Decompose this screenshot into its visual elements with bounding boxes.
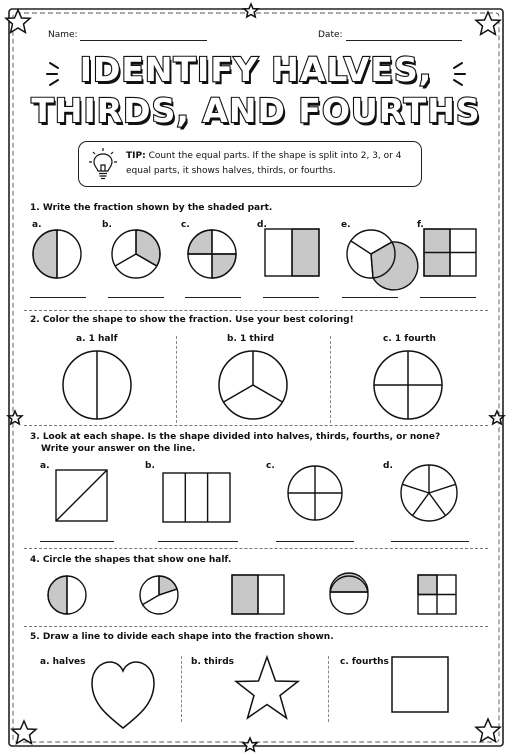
q5-label-b: b. thirds <box>191 657 235 667</box>
q1-instruction: 1. Write the fraction shown by the shaded part. <box>30 203 273 213</box>
tip-label: TIP: <box>126 151 146 161</box>
q1-letter-b: b. <box>102 220 112 230</box>
tip-line1: Count the equal parts. If the shape is split into 2, 3, or 4 <box>148 151 402 161</box>
q2-label-c: c. 1 fourth <box>383 334 436 344</box>
q1-letter-a: a. <box>32 220 42 230</box>
q5-star[interactable] <box>236 657 298 718</box>
q5-square[interactable] <box>392 657 448 712</box>
q3-instruction-line2: Write your answer on the line. <box>41 444 196 454</box>
q5-heart[interactable] <box>92 662 154 728</box>
q2-instruction: 2. Color the shape to show the fraction. Use your best coloring! <box>30 315 354 325</box>
q3-letter-a: a. <box>40 461 50 471</box>
q3-letter-c: c. <box>266 461 275 471</box>
q5-label-a: a. halves <box>40 657 86 667</box>
page-title-line2: THIRDS, AND FOURTHS <box>31 91 481 130</box>
date-label: Date: <box>318 30 343 40</box>
q3-instruction-line1: 3. Look at each shape. Is the shape divided into halves, thirds, fourths, or none? <box>30 432 441 442</box>
q1-letter-c: c. <box>181 220 190 230</box>
q1-letter-d: d. <box>257 220 267 230</box>
tip-line2: equal parts, it shows halves, thirds, or fourths. <box>126 166 336 176</box>
name-label: Name: <box>48 30 78 40</box>
q1-letter-f: f. <box>417 220 424 230</box>
q1-letter-e: e. <box>341 220 351 230</box>
q5-instruction: 5. Draw a line to divide each shape into the fraction shown. <box>30 632 334 642</box>
q3-letter-b: b. <box>145 461 155 471</box>
q2-label-b: b. 1 third <box>227 334 275 344</box>
q2-label-a: a. 1 half <box>76 334 118 344</box>
page-title-line1: IDENTIFY HALVES, <box>79 50 433 89</box>
q3-letter-d: d. <box>383 461 393 471</box>
q4-instruction: 4. Circle the shapes that show one half. <box>30 555 232 565</box>
q5-label-c: c. fourths <box>340 657 389 667</box>
